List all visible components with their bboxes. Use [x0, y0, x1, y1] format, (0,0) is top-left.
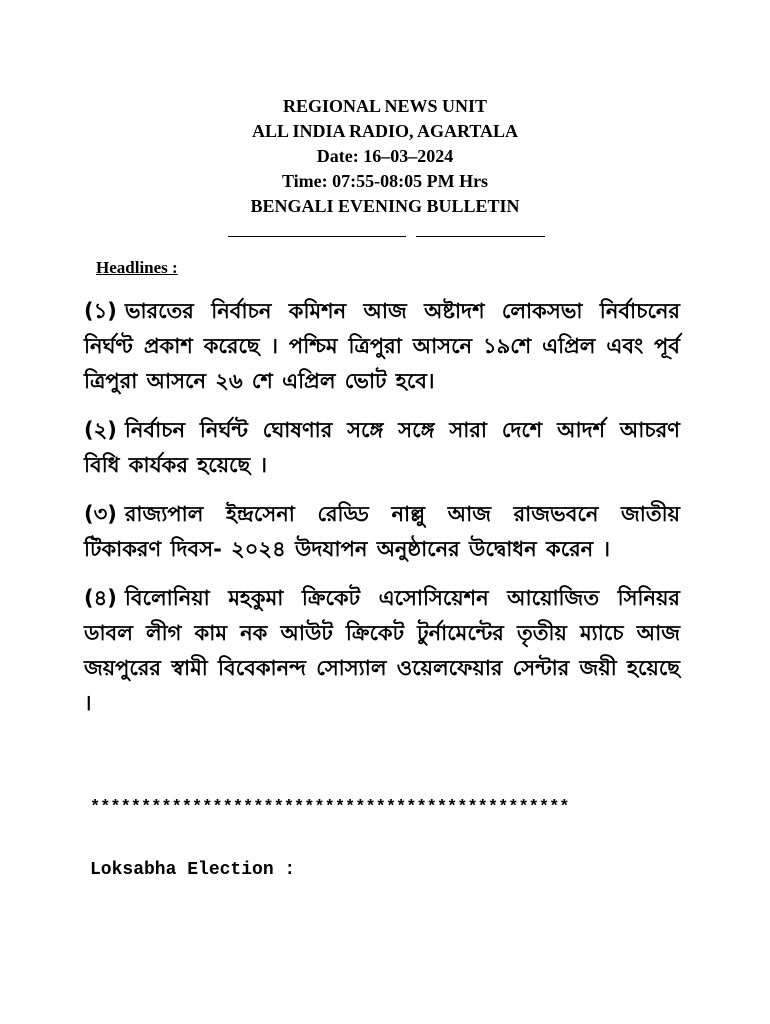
headline-number: (৪) [84, 586, 117, 610]
header-rule-right [416, 236, 545, 237]
bulletin-time: Time: 07:55-08:05 PM Hrs [281, 171, 489, 191]
headline-item-1 [84, 294, 680, 399]
headlines-list [84, 294, 680, 735]
headline-item-3 [84, 497, 680, 567]
separator-stars: *********************************************** [90, 798, 570, 817]
headline-number: (১) [84, 299, 117, 323]
headline-number: (৩) [84, 502, 117, 526]
bulletin-header [0, 94, 770, 219]
headline-text: বিলোনিয়া মহকুমা ক্রিকেট এসোসিয়েশন আয়োজিত সিনিয়র ডাবল লীগ কাম নক আউট ক্রিকেট টুর্নামেন্টের তৃতীয় ম্যাচে আজ জয়পুরের স্বামী বিবেকানন্দ সোস্যাল ওয়েলফেয়ার সেন্টার জয়ী হয়েছে । [84, 586, 680, 715]
headline-item-4 [84, 581, 680, 721]
header-rule-left [228, 236, 406, 237]
station-name: ALL INDIA RADIO, AGARTALA [251, 121, 519, 141]
section-title: Loksabha Election : [90, 860, 296, 880]
headline-number: (২) [84, 418, 117, 442]
headline-text: রাজ্যপাল ইন্দ্রসেনা রেড্ডি নাল্লু আজ রাজভবনে জাতীয় টিকাকরণ দিবস- ২০২৪ উদযাপন অনুষ্ঠানের উদ্বোধন করেন । [84, 502, 680, 561]
bulletin-name: BENGALI EVENING BULLETIN [250, 196, 520, 216]
headline-item-2 [84, 413, 680, 483]
bulletin-date: Date: 16–03–2024 [316, 146, 454, 166]
headlines-label: Headlines : [96, 258, 178, 277]
news-unit-title: REGIONAL NEWS UNIT [282, 96, 488, 116]
headline-text: ভারতের নির্বাচন কমিশন আজ অষ্টাদশ লোকসভা নির্বাচনের নির্ঘণ্ট প্রকাশ করেছে । পশ্চিম ত্রিপুরা আসনে ১৯শে এপ্রিল এবং পূর্ব ত্রিপুরা আসনে ২৬ শে এপ্রিল ভোট হবে। [84, 299, 680, 393]
headline-text: নির্বাচন নির্ঘন্ট ঘোষণার সঙ্গে সঙ্গে সারা দেশে আদর্শ আচরণ বিধি কার্যকর হয়েছে । [84, 418, 680, 477]
